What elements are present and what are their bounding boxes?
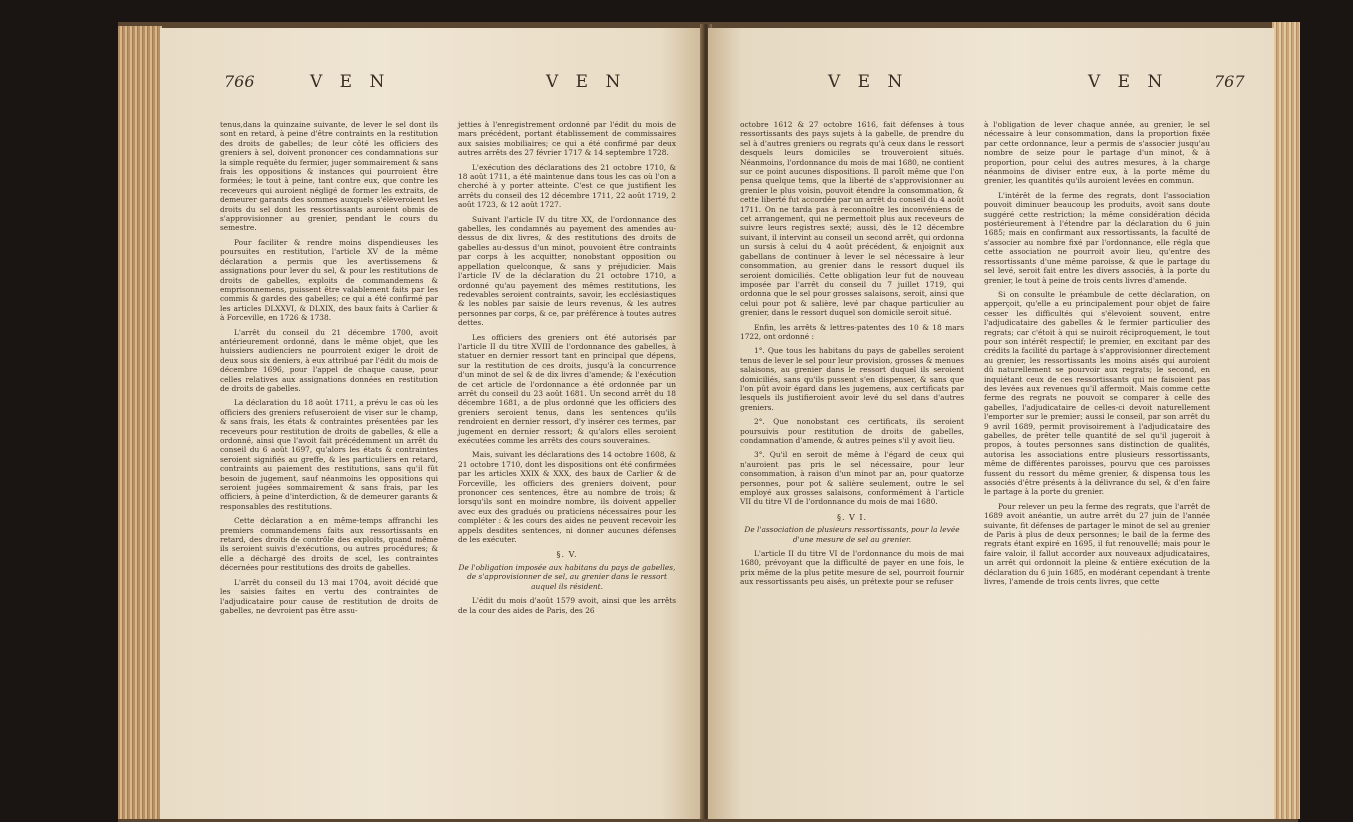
left-running-head-1: V E N	[310, 72, 391, 92]
paragraph: L'article II du titre VI de l'ordonnance du mois de mai 1680, prévoyant que la difficulté de payer en une fois, le prix même de la plus petite mesure de sel, pourroit fournir aux ressortissants peu aisés, un prétexte pour se refuser	[740, 549, 964, 587]
paragraph: Si on consulte le préambule de cette déclaration, on apperçoit, qu'elle a eu principalement pour objet de faire cesser les difficultés qui s'élevoient souvent, entre l'adjudicataire des gabelles & le fermier particulier des regrats; car c'étoit à qui se nuiroit réciproquement, le tout pour son intérêt respectif; le premier, en excitant par des crédits la facilité du partage à s'approvisionner directement au grenier, les ressortissants les moins aisés qui auroient dû naturellement se pourvoir aux regrats; le second, en inquiétant ceux de ces ressortissants qui ne faisoient pas des levées aux revenues qu'il affermoit. Mais comme cette ferme des regrats ne pouvoit se comparer à celle des gabelles, l'adjudicataire de celles-ci devoit naturellement l'emporter sur le premier; aussi le conseil, par son arrêt du 9 avril 1689, permit provisoirement à l'adjudicataire des gabelles, de prêter telle quantité de sel qu'il jugeroit à propos, à toutes personnes sans distinction de qualités, autorisa les associations entre plusieurs ressortissants, même de différentes paroisses, pourvu que ces paroisses fussent du ressort du même grenier, & dispensa tous les associés d'être présents à la délivrance du sel, & d'en faire le partage à la porte du grenier.	[984, 289, 1210, 497]
paragraph: L'édit du mois d'août 1579 avoit, ainsi que les arrêts de la cour des aides de Paris, des 26	[458, 596, 676, 615]
left-column-1	[220, 120, 438, 620]
paragraph: Pour faciliter & rendre moins dispendieuses les poursuites en restitution, l'article XV de la même déclaration a permis que les avertissemens & assignations pour lever du sel, & pour les restitutions de droits de gabelles, exploits de commandemens & emprisonnemens, puissent être valablement faits par les commis & gardes des gabelles; ce qui a été confirmé par les articles DLXXVI, & DLXIX, des baux faits à Carlier & à Forceville, en 1726 & 1738.	[220, 237, 438, 323]
right-page	[708, 28, 1274, 819]
paragraph: L'arrêt du conseil du 13 mai 1704, avoit décidé que les saisies faites en vertu des contraintes de l'adjudicataire pour cause de restitution de droits de gabelles, ne devroient pas être assu-	[220, 577, 438, 615]
paragraph: tenus,dans la quinzaine suivante, de lever le sel dont ils sont en retard, à peine d'être contraints en la restitution des droits de gabelles; de leur côté les officiers des greniers à sel, doivent prononcer ces condamnations sur la simple requête du fermier, juger sommairement & sans frais les oppositions & instances qui pourroient être formées; le tout à peine, tant contre eux, que contre les receveurs qui auroient négligé de former les extraits, de demeurer garants des sommes auxquels s'élèveroient les droits du sel dont les ressortissants auroient obmis de s'approvisionner au grenier, pendant le cours du semestre.	[220, 120, 438, 233]
left-running-head-2: V E N	[546, 72, 627, 92]
paragraph: jetties à l'enregistrement ordonné par l'édit du mois de mars précédent, portant établissement de commissaires aux saisies mobiliaires; ce qui a été confirmé par deux autres arrêts des 27 février 1717 & 14 septembre 1728.	[458, 120, 676, 158]
right-column-2	[984, 120, 1210, 592]
paragraph: Pour relever un peu la ferme des regrats, que l'arrêt de 1689 avoit anéantie, un autre arrêt du 27 juin de l'année suivante, fit défenses de partager le minot de sel au grenier de Paris à plus de deux personnes; le bail de la ferme des regrats étant expiré en 1695, il fut renouvellé; mais pour le faire valoir, il fallut accorder aux nouveaux adjudicataires, un arrêt qui ordonnoit la pleine & entière exécution de la déclaration du 6 juin 1685, en modérant cependant à trente livres, l'amende de trois cents livres, que cette	[984, 501, 1210, 587]
section-title: De l'obligation imposée aux habitans du pays de gabelles, de s'approvisionner de sel, au grenier dans le ressort auquel ils résident.	[458, 562, 676, 591]
paragraph: Suivant l'article IV du titre XX, de l'ordonnance des gabelles, les condamnés au payement des amendes au-dessus de dix livres, & des restitutions des droits de gabelles au-dessus d'un minot, pouvoient être contraints par corps à les acquitter, nonobstant opposition ou appellation quelconque, & sans y préjudicier. Mais l'article IV de la déclaration du 21 octobre 1710, a ordonné qu'au payement des mêmes restitutions, les redevables seroient contraints, savoir, les ecclésiastiques & les nobles par saisie de leurs revenus, & les autres personnes par corps, & ce, par préférence à toutes autres dettes.	[458, 214, 676, 328]
paragraph: 2°. Que nonobstant ces certificats, ils seroient poursuivis pour restitution de droits de gabelles, condamnation d'amende, & autres peines s'il y avoit lieu.	[740, 417, 964, 445]
right-page-number: 767	[1214, 72, 1245, 91]
paragraph: octobre 1612 & 27 octobre 1616, fait défenses à tous ressortissants des pays sujets à la gabelle, de prendre du sel à d'autres greniers ou regrats qu'à ceux dans le ressort desquels leurs domiciles se trouveroient situés. Néanmoins, l'ordonnance du mois de mai 1680, ne contient sur ce point aucunes dispositions. Il paroît même que l'on pensa quelque tems, que la liberté de s'approvisionner au grenier le plus voisin, pouvoit étendre la consommation, & cette liberté fut accordée par un arrêt du conseil du 4 août 1711. On ne tarda pas à reconnoître les inconvéniens de cet arrangement, qui ne permettoit plus aux receveurs de suivre leurs registres sexté; aussi, dès le 12 décembre suivant, il intervint au conseil un second arrêt, qui ordonna un sursis à celui du 4 août précédent, & enjoignit aux gabellans de continuer à lever le sel nécessaire à leur consommation, au grenier dans le ressort duquel ils seroient domiciliés. Cette obligation leur fut de nouveau imposée par l'arrêt du conseil du 7 juillet 1719, qui ordonna que le sel pour grosses salaisons, seroit, ainsi que celui pour pot & salière, levé par chaque particulier au grenier, dans le ressort duquel son domicile seroit situé.	[740, 120, 964, 318]
right-running-head-2: V E N	[1088, 72, 1169, 92]
left-page-edges	[118, 26, 162, 819]
paragraph: Les officiers des greniers ont été autorisés par l'article II du titre XVIII de l'ordonnance des gabelles, à statuer en dernier ressort tant en principal que dépens, sur la restitution de ces droits, jusqu'à la concurrence d'un minot de sel & de dix livres d'amende; & l'exécution de cet article de l'ordonnance a été ordonnée par un arrêt du conseil du 23 août 1681. Un second arrêt du 18 décembre 1681, a de plus ordonné que les officiers des greniers seroient tenus, dans les sentences qu'ils rendroient en dernier ressort, d'y insérer ces termes, par jugement en dernier ressort; & qu'alors elles seroient exécutées comme les arrêts des cours souveraines.	[458, 332, 676, 445]
paragraph: L'exécution des déclarations des 21 octobre 1710, & 18 août 1711, a été maintenue dans tous les cas où l'on a cherché à y porter atteinte. C'est ce que justifient les arrêts du conseil des 12 décembre 1711, 22 août 1719, 2 août 1723, & 12 août 1727.	[458, 162, 676, 210]
right-column-1	[740, 120, 964, 592]
paragraph: Cette déclaration a en même-temps affranchi les premiers commandemens faits aux ressortissants en retard, des droits de contrôle des exploits, quand même ils seroient suivis d'exécutions, ou autres procédures; & elle a déchargé des droits de scel, les contraintes décernées pour restitutions des droits de gabelles.	[220, 516, 438, 573]
left-column-2	[458, 120, 676, 620]
paragraph: à l'obligation de lever chaque année, au grenier, le sel nécessaire à leur consommation, dans la proportion fixée par cette ordonnance, leur a permis de s'associer jusqu'au nombre de seize pour le partage d'un minot, & à proportion, pour celui des autres mesures, à la charge néanmoins de diviser entre eux, à la porte même du grenier, les quantités qu'ils auroient levées en commun.	[984, 120, 1210, 186]
section-title: De l'association de plusieurs ressortissants, pour la levée d'une mesure de sel au grenier.	[744, 525, 960, 544]
paragraph: 1°. Que tous les habitans du pays de gabelles seroient tenus de lever le sel pour leur provision, grosses & menues salaisons, au grenier dans le ressort duquel ils seroient domiciliés, sans qu'ils pussent s'en dispenser, & sans que l'on pût avoir égard dans les jugemens, aux certificats par lesquels ils justifieroient avoir levé du sel dans d'autres greniers.	[740, 346, 964, 412]
left-page-number: 766	[224, 72, 255, 91]
left-page	[160, 28, 704, 819]
paragraph: Enfin, les arrêts & lettres-patentes des 10 & 18 mars 1722, ont ordonné :	[740, 322, 964, 341]
paragraph: La déclaration du 18 août 1711, a prévu le cas où les officiers des greniers refuseroient de viser sur le champ, & sans frais, les états & contraintes présentées par les receveurs pour restitution de droits de gabelles, & elle a ordonné, ainsi que l'avoit fait précédemment un arrêt du conseil du 6 août 1697, qu'alors les états & contraintes seroient signifiés au greffe, & les particuliers en retard, contraints au paiement des restitutions, sans qu'il fût besoin de jugement, sauf néanmoins les oppositions qui seroient jugées sommairement & sans frais, par les officiers, à peine d'interdiction, & de demeurer garants & responsables des restitutions.	[220, 398, 438, 511]
paragraph: Mais, suivant les déclarations des 14 octobre 1608, & 21 octobre 1710, dont les dispositions ont été confirmées par les articles XXIX & XXX, des baux de Carlier & de Forceville, les officiers des greniers doivent, pour prononcer ces sentences, être au nombre de trois; & lorsqu'ils sont en moindre nombre, ils doivent appeller avec eux des gradués ou praticiens nécessaires pour les compléter : & les cours des aides ne peuvent recevoir les appels desdites sentences, ni donner aucunes défenses de les exécuter.	[458, 450, 676, 545]
paragraph: 3°. Qu'il en seroit de même à l'égard de ceux qui n'auroient pas pris le sel nécessaire, pour leur consommation, à raison d'un minot par an, pour quatorze personnes, pour pot & salière seulement, outre le sel employé aux grosses salaisons, conformément à l'article VII du titre VI de l'ordonnance du mois de mai 1680.	[740, 450, 964, 507]
paragraph: L'intérêt de la ferme des regrats, dont l'association pouvoit diminuer beaucoup les produits, avoit sans doute suggéré cette restriction; la même considération décida postérieurement à l'étendre par la déclaration du 6 juin 1685; mais en confirmant aux ressortissants, la faculté de s'associer au nombre fixé par l'ordonnance, elle régla que cette association ne pourroit avoir lieu, qu'entre des ressortissants d'une même paroisse, & que le partage du sel levé, seroit fait entre les divers associés, à la porte du grenier, le tout à peine de trois cents livres d'amende.	[984, 190, 1210, 285]
section-label: §. V.	[556, 550, 578, 560]
right-page-edges	[1272, 22, 1300, 819]
paragraph: L'arrêt du conseil du 21 décembre 1700, avoit antérieurement ordonné, dans le même objet, que les huissiers audienciers ne pourroient exiger le droit de deux sous six deniers, à eux attribué par l'édit du mois de décembre 1696, pour l'appel de chaque cause, pour celles relatives aux assignations données en restitution de droits de gabelles.	[220, 327, 438, 393]
section-label: §. V I.	[836, 512, 868, 522]
right-running-head-1: V E N	[828, 72, 909, 92]
